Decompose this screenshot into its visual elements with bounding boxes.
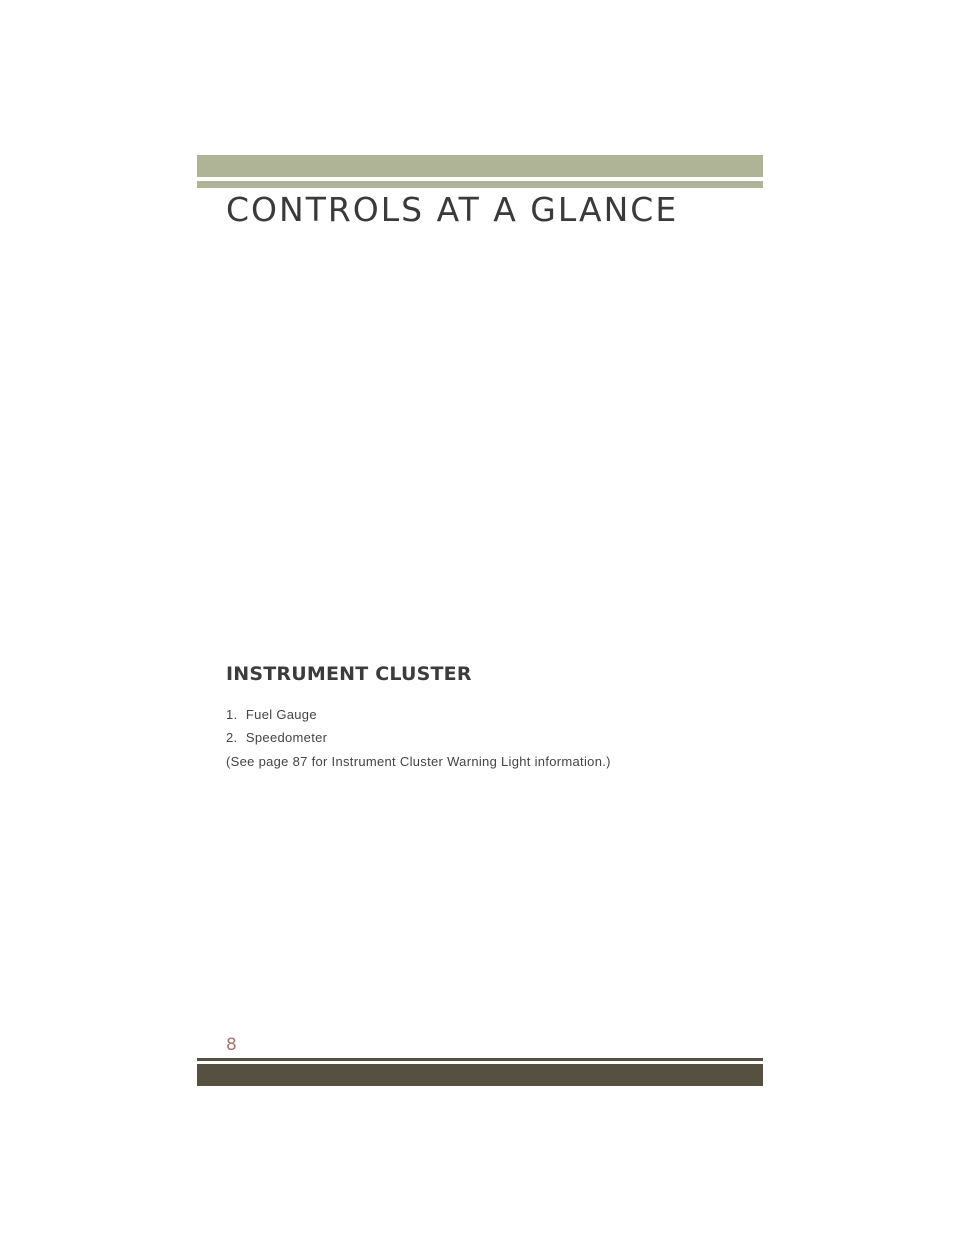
warning-light-note: (See page 87 for Instrument Cluster Warning Light information.) <box>226 754 611 769</box>
page-number: 8 <box>226 1035 237 1055</box>
header-band <box>197 155 763 177</box>
footer-band <box>197 1064 763 1086</box>
footer-rule <box>197 1058 763 1061</box>
header-band-thin <box>197 181 763 188</box>
item-list <box>226 706 327 752</box>
list-item-label: Fuel Gauge <box>245 707 317 722</box>
list-item <box>226 706 327 729</box>
list-item-label: Speedometer <box>245 730 328 745</box>
section-heading: INSTRUMENT CLUSTER <box>226 663 472 685</box>
chapter-title: CONTROLS AT A GLANCE <box>226 190 679 229</box>
list-item <box>226 729 327 752</box>
list-item-number: 2. <box>226 730 238 745</box>
list-item-number: 1. <box>226 707 238 722</box>
